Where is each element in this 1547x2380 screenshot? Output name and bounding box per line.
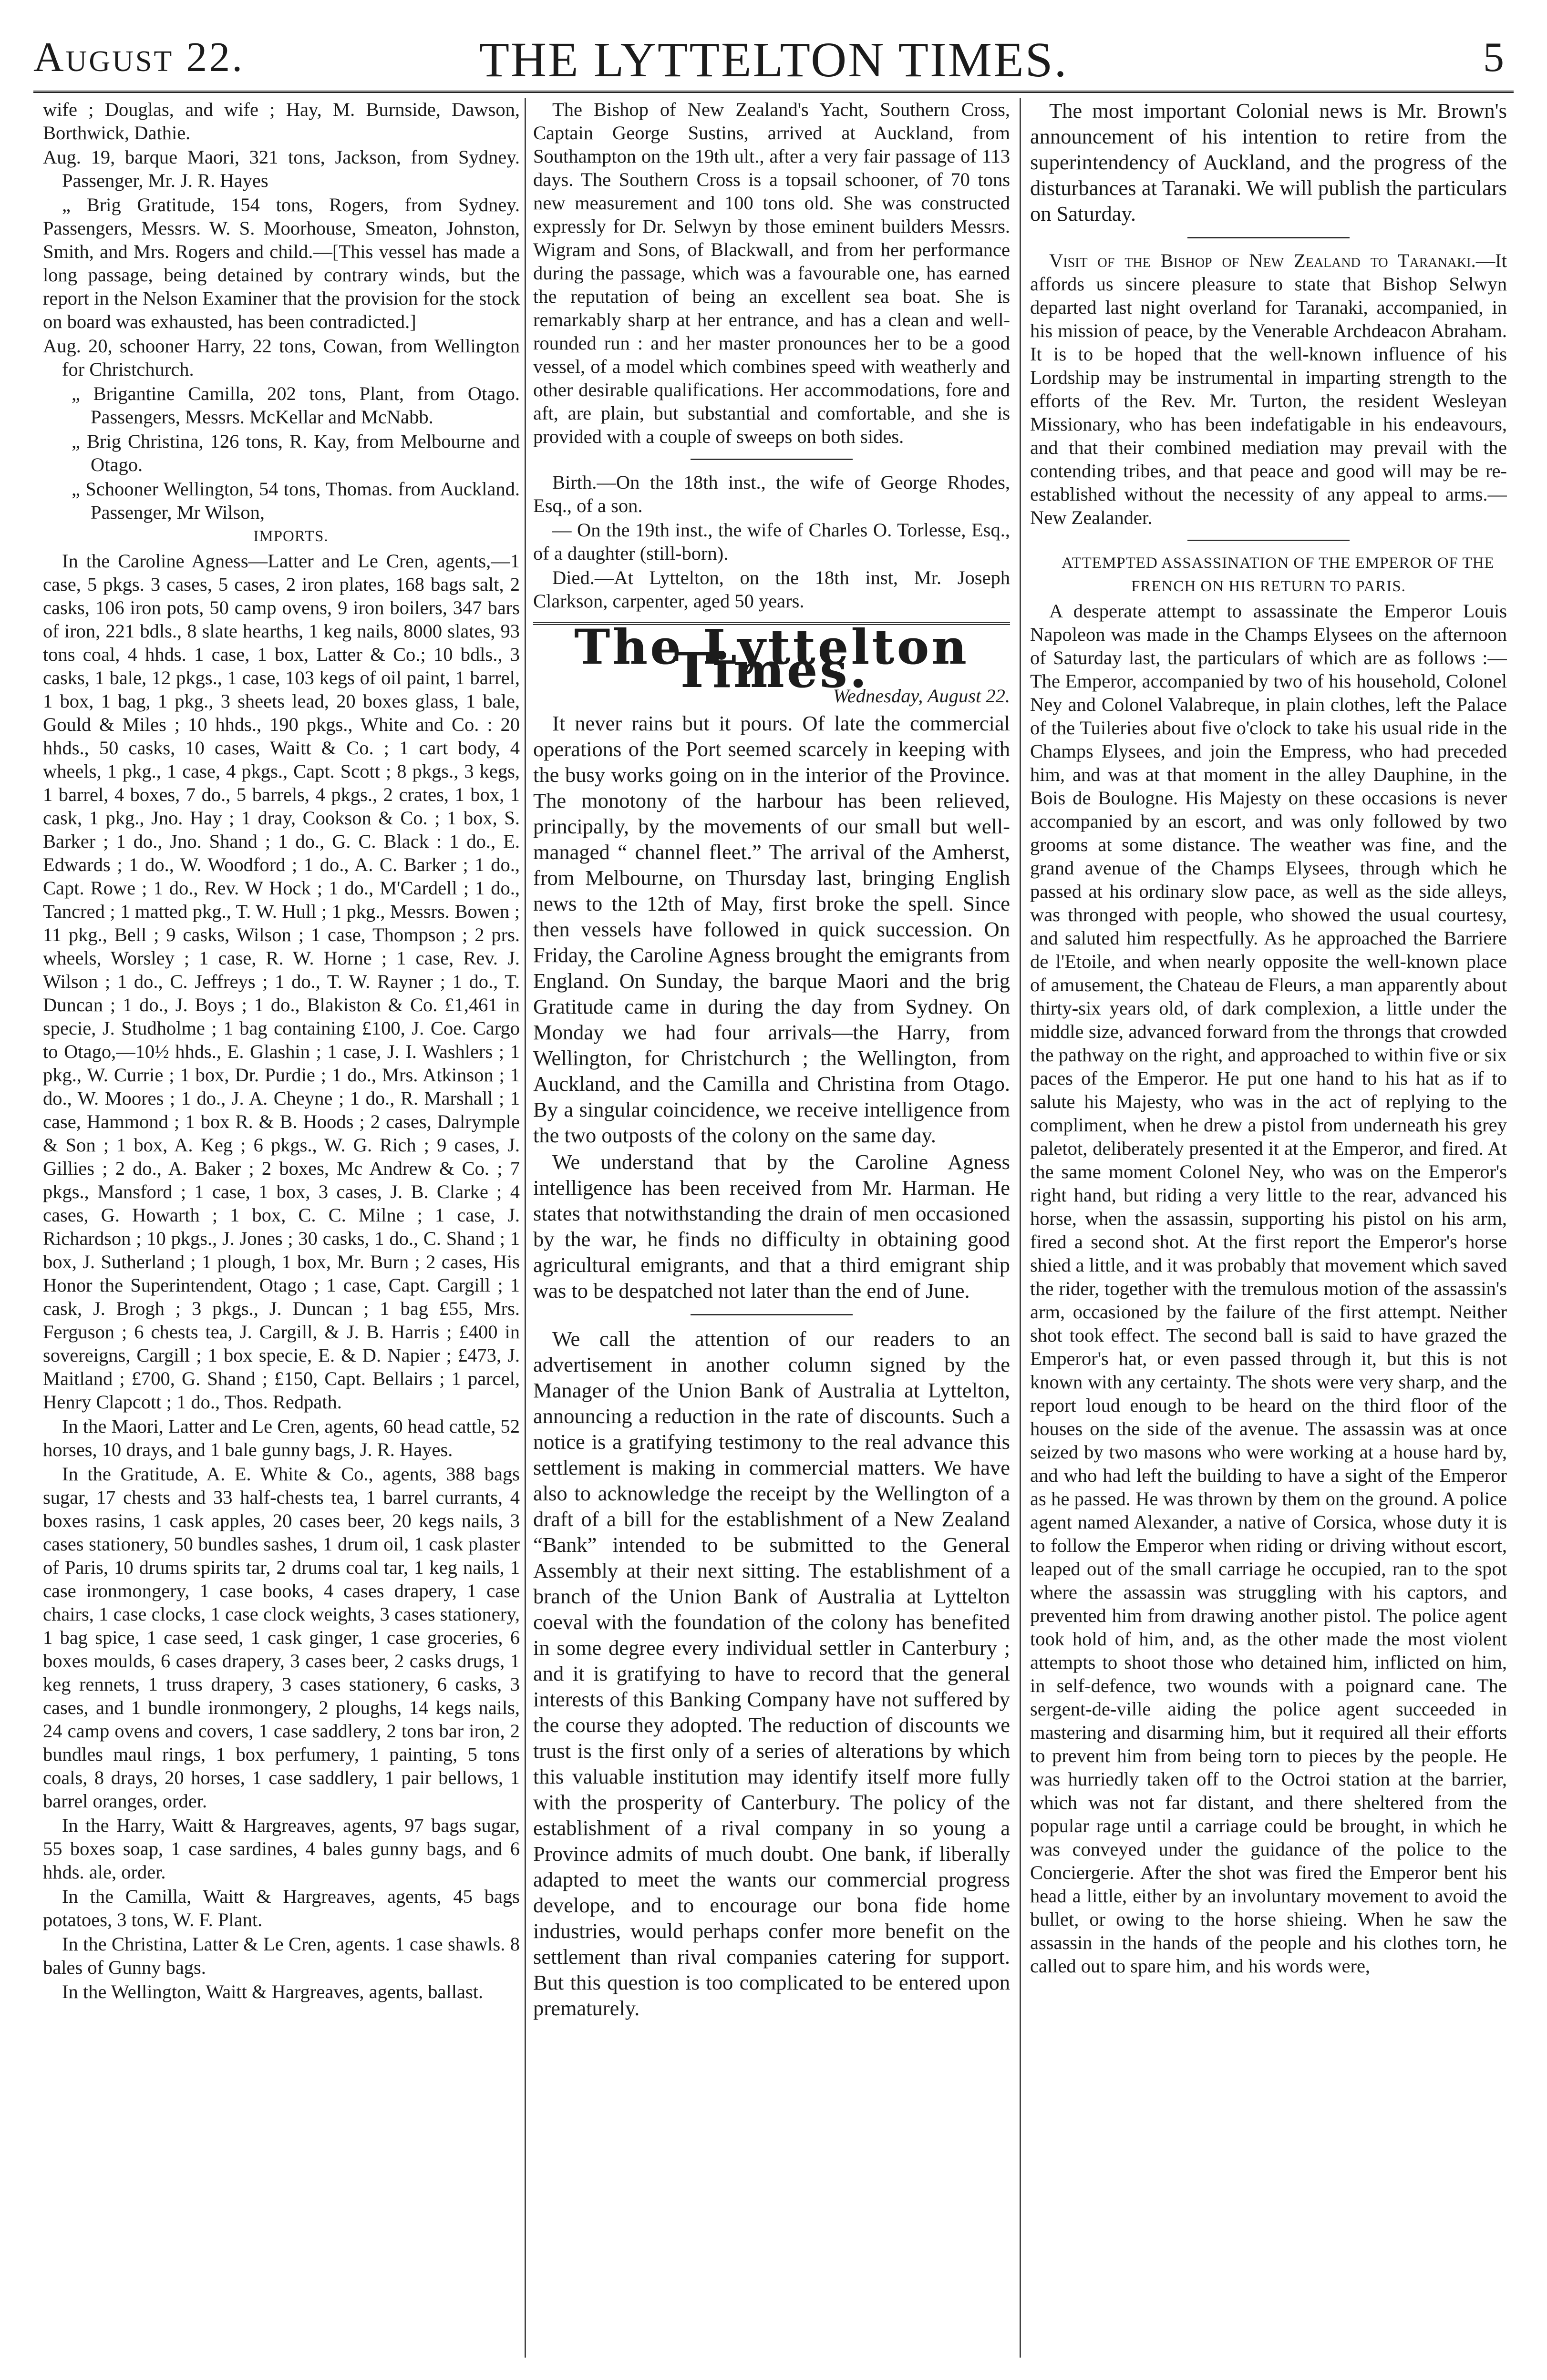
import-entry: In the Wellington, Waitt & Hargreaves, agents, ballast. bbox=[62, 1981, 484, 2002]
assassination-article: A desperate attempt to assassinate the Emperor Louis Napoleon was made in the Champs Elysees on the afternoon of Saturday last, the particulars of which are as follows :—The Emperor, accompanied by two of his household, Colonel Ney and Colonel Valabreque, in plain clothes, left the Palace of the Tuileries about five o'clock to take his usual ride in the Champs Elysees, and join the Empress, who had preceded him, and was at that moment in the alley Dauphine, in the Bois de Boulogne. His Majesty on these occasions is never accompanied by an escort, and was only followed by two grooms at some distance. The weather was fine, and the grand avenue of the Champs Elysees, through which he passed at his ordinary slow pace, as well as the side alleys, was thronged with people, who showed the usual courtesy, and saluted him respectfully. As he approached the Barriere de l'Etoile, and when nearly opposite the well-known place of amusement, the Chateau de Fleurs, a man apparently about thirty-six years old, of dark complexion, a little under the middle size, advanced forward from the throngs that crowded the pathway on the right, and approached to within five or six paces of the Emperor. He put one hand to his hat as if to salute his Majesty, who was in the act of replying to the compliment, when he drew a pistol from underneath his grey paletot, deliberately presented it at the Emperor, and fired. At the same moment Colonel Ney, who was on the Emperor's right hand, but riding a very little to the rear, advanced his horse, when the assassin, supporting his pistol on his arm, fired a second shot. At the first report the Emperor's horse shied a little, and it was probably that movement which saved the rider, together with the tremulous motion of the assassin's arm, occasioned by the failure of the first attempt. Neither shot took effect. The second ball is said to have grazed the Emperor's hat, or even passed through it, but this is not known with any certainty. The shots were very sharp, and the report loud enough to be heard on the third floor of the houses on the side of the avenue. The assassin was at once seized by two masons who were working at a house hard by, and who had left the building to have a sight of the Emperor as he passed. He was thrown by them on the ground. A police agent named Alexander, a native of Corsica, whose duty it is to follow the Emperor when riding or driving without escort, leaped out of the small carriage he occupied, ran to the spot where the assassin was struggling with his captors, and prevented him from drawing another pistol. The police agent took hold of him, and, as the other made the most violent attempts to shoot those who detained him, inflicted on him, in self-defence, two wounds with a poignard cane. The sergent-de-ville aiding the police agent succeeded in mastering and disarming him, but it required all their efforts to prevent him from being torn to pieces by the people. He was hurriedly taken off to the Octroi station at the barrier, which was not far distant, and there sheltered from the popular rage until a carriage could be brought, in which he was conveyed under the guidance of the police to the Conciergerie. After the shot was fired the Emperor bent his head a little, either by an involuntary movement to avoid the bullet, or owing to the horse shieing. When he saw the assassin in the hands of the people and his clothes torn, he called out to spare him, and his words were, bbox=[1030, 600, 1507, 1977]
import-entry: In the Harry, Waitt & Hargreaves, agents, 97 bags sugar, 55 boxes soap, 1 case sardines, 4 bales gunny bags, and 6 hhds. ale, order. bbox=[43, 1815, 520, 1883]
column-rule bbox=[525, 98, 526, 2358]
imports-heading: IMPORTS. bbox=[253, 528, 329, 545]
bishop-visit-lead: Visit of the Bishop of New Zealand to Taranaki. bbox=[1049, 250, 1476, 271]
shipping-entry: wife ; Douglas, and wife ; Hay, M. Burnside, Dawson, Borthwick, Dathie. bbox=[43, 99, 520, 144]
column-editorial bbox=[533, 98, 1010, 2358]
shipping-entry: „ Brigantine Camilla, 202 tons, Plant, from Otago. Passengers, Messrs. McKellar and McNabb. bbox=[72, 383, 520, 428]
shipping-entry: „ Brig Gratitude, 154 tons, Rogers, from Sydney. Passengers, Messrs. W. S. Moorhouse, Smeaton, Johnston, Smith, and Mrs. Rogers and child.—[This vessel has made a long passage, being detained by contrary winds, but the report in the Nelson Examiner that the provision for the stock on board was exhausted, has been contradicted.] bbox=[43, 194, 520, 332]
section-divider bbox=[1187, 540, 1350, 541]
shipping-entry: „ Brig Christina, 126 tons, R. Kay, from Melbourne and Otago. bbox=[72, 431, 520, 475]
newspaper-name: THE LYTTELTON TIMES. bbox=[479, 32, 1068, 87]
bishop-visit-body: —It affords us sincere pleasure to state that Bishop Selwyn departed last night overland for Taranaki, accompanied, in his mission of peace, by the Venerable Archdeacon Abraham. It is to be hoped that the well-known influence of his Lordship may be instrumental in imparting strength to the efforts of the Rev. Mr. Turton, the resident Wesleyan Missionary, who has been indefatigable in his endeavours, and that their combined mediation may prevail with the contending tribes, and that peace and good will may be re-established without the necessity of any appeal to arms.—New Zealander. bbox=[1030, 250, 1507, 528]
import-entry: In the Gratitude, A. E. White & Co., agents, 388 bags sugar, 17 chests and 33 half-chests tea, 1 barrel currants, 4 boxes rasins, 1 cask apples, 20 cases beer, 20 kegs nails, 3 cases stationery, 50 bundles sashes, 1 drum oil, 1 cask plaster of Paris, 10 drums spirits tar, 2 drums coal tar, 1 keg nails, 1 case ironmongery, 1 case books, 4 cases drapery, 1 case chairs, 1 case clocks, 1 case clock weights, 3 cases stationery, 1 bag spice, 1 case seed, 1 cask ginger, 1 case groceries, 6 boxes moulds, 6 cases drapery, 3 cases beer, 2 casks drugs, 1 keg rennets, 1 truss drapery, 3 cases stationery, 6 casks, 3 cases, and 1 bundle ironmongery, 2 ploughs, 14 kegs nails, 24 camp ovens and covers, 1 case saddlery, 2 tons bar iron, 2 bundles maul rings, 1 box perfumery, 1 painting, 5 tons coals, 8 drays, 20 horses, 1 case saddlery, 1 pair bellows, 1 barrel oranges, order. bbox=[43, 1463, 520, 1812]
editorial-title: The Lyttelton Times. bbox=[574, 619, 969, 698]
death-notice: Died.—At Lyttelton, on the 18th inst, Mr. Joseph Clarkson, carpenter, aged 50 years. bbox=[533, 567, 1010, 612]
column-rule bbox=[1020, 98, 1021, 2358]
section-divider bbox=[1187, 237, 1350, 238]
colonial-news: The most important Colonial news is Mr. Brown's announcement of his intention to retire from the superintendency of Auckland, and the progress of the disturbances at Taranaki. We will publish the particulars on Saturday. bbox=[1030, 99, 1507, 226]
editorial-paragraph: It never rains but it pours. Of late the commercial operations of the Port seemed scarcely in keeping with the busy works going on in the interior of the Province. The monotony of the harbour has been relieved, principally, by the movements of our small but well-managed “ channel fleet.” The arrival of the Amherst, from Melbourne, on Thursday last, bringing English news to the 12th of May, first broke the spell. Since then vessels have followed in quick succession. On Friday, the Caroline Agness brought the emigrants from England. On Sunday, the barque Maori and the brig Gratitude came in during the day from Sydney. On Monday we had four arrivals—the Harry, from Wellington, for Christchurch ; the Wellington, from Auckland, and the Camilla and Christina from Otago. By a singular coincidence, we receive intelligence from the two outposts of the colony on the same day. bbox=[533, 711, 1010, 1147]
assassination-heading: ATTEMPTED ASSASSINATION OF THE EMPEROR OF THE FRENCH ON HIS RETURN TO PARIS. bbox=[1062, 554, 1495, 595]
issue-date: August 22. bbox=[33, 34, 245, 81]
bank-article: We call the attention of our readers to an advertisement in another column signed by the Manager of the Union Bank of Australia at Lyttelton, announcing a reduction in the rate of discounts. Such a notice is a gratifying testimony to the real advance this settlement is making in commercial matters. We have also to acknowledge the receipt by the Wellington of a draft of a bill for the establishment of a New Zealand “Bank” intended to be submitted to the General Assembly at their next sitting. The establishment of a branch of the Union Bank of Australia at Lyttelton coeval with the foundation of the colony has benefited in some degree every individual settler in Canterbury ; and it is gratifying to have to record that the general interests of this Banking Company have not suffered by the course they adopted. The reduction of discounts we trust is the first only of a series of alterations by which this valuable institution may identify itself more fully with the prosperity of Canterbury. The policy of the establishment of a rival company in so young a Province admits of much doubt. One bank, if liberally adapted to meet the wants our commercial progress develope, and to encourage our bona fide home industries, would perhaps confer more benefit on the settlement than rival companies catering for support. But this question is too complicated to be entered upon prematurely. bbox=[533, 1327, 1010, 2020]
import-entry: In the Caroline Agness—Latter and Le Cren, agents,—1 case, 5 pkgs. 3 cases, 5 cases, 2 iron plates, 168 bags salt, 2 casks, 106 iron pots, 50 camp ovens, 9 iron boilers, 347 bars of iron, 221 bdls., 8 slate hearths, 1 keg nails, 8000 slates, 93 tons coal, 4 hhds. 1 case, 1 box, Latter & Co.; 10 bdls., 3 casks, 1 bale, 12 pkgs., 1 case, 103 kegs of oil paint, 1 barrel, 1 box, 1 bag, 1 pkg., 3 sheets lead, 20 boxes glass, 1 bale, Gould & Miles ; 10 hhds., 190 pkgs., White and Co. : 20 hhds., 50 casks, 10 cases, Waitt & Co. ; 1 cart body, 4 wheels, 1 pkg., 1 case, 4 pkgs., Capt. Scott ; 8 pkgs., 3 kegs, 1 barrel, 4 boxes, 7 do., 5 barrels, 4 pkgs., 2 crates, 1 box, 1 cask, 1 pkg., Jno. Hay ; 1 dray, Cookson & Co. ; 1 box, S. Barker ; 1 do., Jno. Shand ; 1 do., G. C. Black : 1 do., E. Edwards ; 1 do., W. Woodford ; 1 do., A. C. Barker ; 1 do., Capt. Rowe ; 1 do., Rev. W Hock ; 1 do., M'Cardell ; 1 do., Tancred ; 1 matted pkg., T. W. Hull ; 1 pkg., Messrs. Bowen ; 11 pkg., Bell ; 9 casks, Wilson ; 1 case, Thompson ; 2 prs. wheels, Worsley ; 1 case, R. W. Horne ; 1 case, Rev. J. Wilson ; 1 do., C. Jeffreys ; 1 do., T. W. Rayner ; 1 do., T. Duncan ; 1 do., J. Boys ; 1 do., Blakiston & Co. £1,461 in specie, J. Studholme ; 1 bag containing £100, J. Coe. Cargo to Otago,—10½ hhds., E. Glashin ; 1 case, J. I. Washlers ; 1 pkg., W. Currie ; 1 box, Dr. Purdie ; 1 do., Mrs. Atkinson ; 1 do., W. Moores ; 1 do., J. A. Cheyne ; 1 do., R. Marshall ; 1 case, Hammond ; 1 box R. & B. Hoods ; 2 cases, Dalrymple & Son ; 1 box, A. Keg ; 6 pkgs., W. G. Rich ; 9 cases, J. Gillies ; 2 do., A. Baker ; 2 boxes, Mc Andrew & Co. ; 7 pkgs., Mansford ; 1 case, 1 box, 3 cases, J. B. Clarke ; 4 cases, G. Howarth ; 1 box, C. C. Milne ; 1 case, J. Richardson ; 10 pkgs., J. Jones ; 30 casks, 1 do., C. Shand ; 1 box, J. Sutherland ; 1 plough, 1 box, Mr. Burn ; 2 cases, His Honor the Superintendent, Otago ; 1 case, Capt. Cargill ; 1 cask, J. Brogh ; 3 pkgs., J. Duncan ; 1 bag £55, Mrs. Ferguson ; 6 chests tea, J. Cargill, & J. B. Harris ; £400 in sovereigns, Cargill ; 1 box specie, E. & D. Napier ; £473, J. Maitland ; £700, G. Shand ; £150, Capt. Bellairs ; 1 parcel, Henry Clapcott ; 1 do., Thos. Redpath. bbox=[43, 550, 520, 1413]
masthead bbox=[33, 14, 1514, 93]
editorial-dateline: Wednesday, August 22. bbox=[833, 685, 1010, 707]
shipping-entry: Aug. 19, barque Maori, 321 tons, Jackson, from Sydney. Passenger, Mr. J. R. Hayes bbox=[43, 146, 520, 191]
birth-notice: Birth.—On the 18th inst., the wife of George Rhodes, Esq., of a son. bbox=[533, 472, 1010, 516]
shipping-entry: Aug. 20, schooner Harry, 22 tons, Cowan, from Wellington for Christchurch. bbox=[43, 335, 520, 380]
section-divider bbox=[691, 1314, 853, 1315]
shipping-entry: „ Schooner Wellington, 54 tons, Thomas. from Auckland. Passenger, Mr Wilson, bbox=[72, 478, 520, 523]
column-news bbox=[1030, 98, 1507, 2358]
birth-notice: — On the 19th inst., the wife of Charles O. Torlesse, Esq., of a daughter (still-born). bbox=[533, 519, 1010, 564]
editorial-paragraph: We understand that by the Caroline Agness intelligence has been received from Mr. Harman. He states that notwithstanding the drain of men occasioned by the war, he finds no difficulty in obtaining good agricultural emigrants, and that a third emigrant ship was to be despatched not later than the end of June. bbox=[533, 1150, 1010, 1303]
page-number: 5 bbox=[1483, 34, 1504, 81]
import-entry: In the Camilla, Waitt & Hargreaves, agents, 45 bags potatoes, 3 tons, W. F. Plant. bbox=[43, 1886, 520, 1930]
bishop-visit-article bbox=[1030, 249, 1507, 529]
import-entry: In the Maori, Latter and Le Cren, agents, 60 head cattle, 52 horses, 10 drays, and 1 bale gunny bags, J. R. Hayes. bbox=[43, 1416, 520, 1460]
yacht-article: The Bishop of New Zealand's Yacht, Southern Cross, Captain George Sustins, arrived at Auckland, from Southampton on the 19th ult., after a very fair passage of 113 days. The Southern Cross is a topsail schooner, of 70 tons new measurement and 100 tons old. She was constructed expressly for Dr. Selwyn by those eminent builders Messrs. Wigram and Sons, of Blackwall, and from her performance during the passage, which was a favourable one, has earned the reputation of being an excellent sea boat. She is remarkably sharp at her entrance, and has a clean and well-rounded run : and her master pronounces her to be a good vessel, of a model which combines speed with weatherly and other desirable qualifications. Her accommodations, fore and aft, are plain, but substantial and comfortable, and she is provided with a couple of sweeps on both sides. bbox=[533, 99, 1010, 447]
section-divider bbox=[691, 459, 853, 460]
import-entry: In the Christina, Latter & Le Cren, agents. 1 case shawls. 8 bales of Gunny bags. bbox=[43, 1933, 520, 1978]
column-shipping bbox=[43, 98, 520, 2358]
